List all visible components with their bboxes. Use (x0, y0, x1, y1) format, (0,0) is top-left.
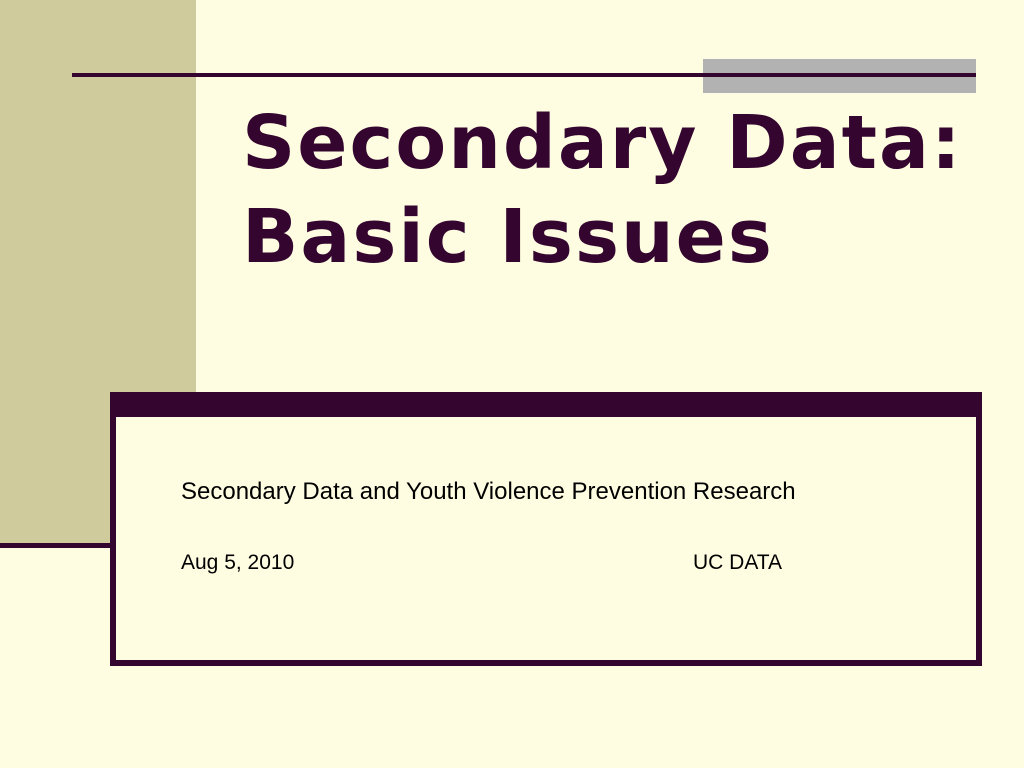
slide-title-line-1: Secondary Data: (242, 100, 963, 186)
slide-subtitle: Secondary Data and Youth Violence Prevention Research (181, 478, 796, 505)
slide-title-line-2: Basic Issues (242, 194, 774, 280)
presentation-date: Aug 5, 2010 (181, 551, 295, 574)
subtitle-box (110, 392, 982, 666)
title-rule-overlay (703, 73, 976, 77)
slide-title (242, 96, 1002, 284)
left-decorative-underline (0, 543, 112, 548)
presenter-organization: UC DATA (693, 551, 783, 574)
